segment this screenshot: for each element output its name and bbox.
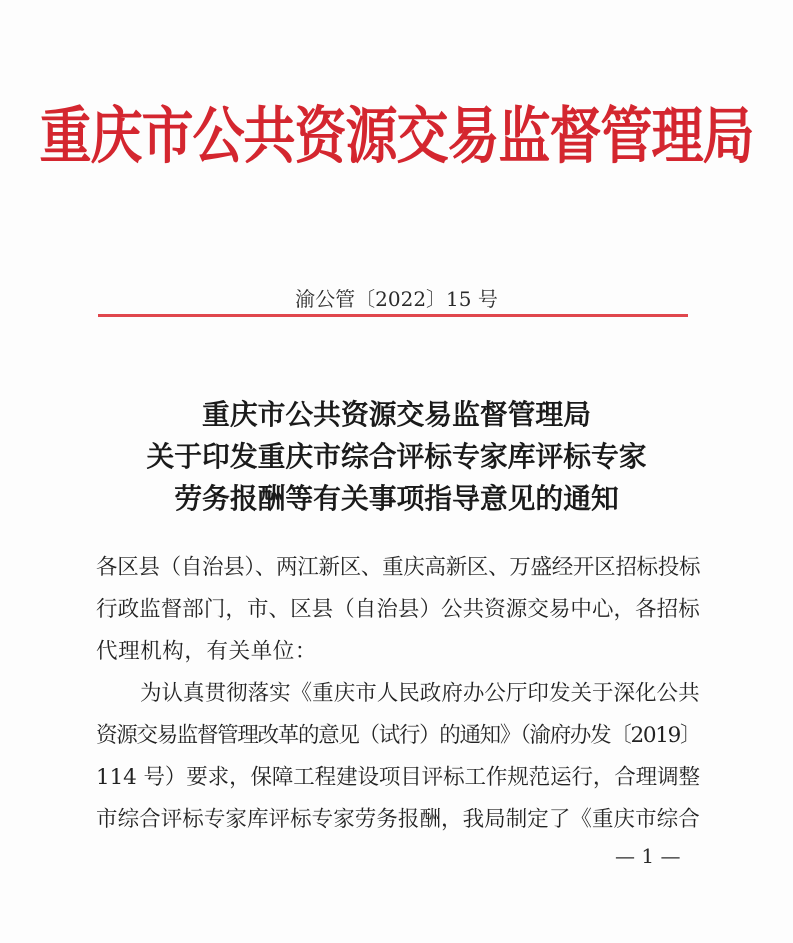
- body-line-5: 资源交易监督管理改革的意见（试行）的通知》（渝府办发〔2019〕: [96, 723, 701, 748]
- red-divider-line: [98, 314, 688, 317]
- title-line-3: 劳务报酬等有关事项指导意见的通知: [174, 482, 619, 515]
- title-line-1: 重庆市公共资源交易监督管理局: [202, 398, 591, 431]
- page-number-text: — 1 —: [615, 844, 681, 868]
- body-line-4: 为认真贯彻落实《重庆市人民政府办公厅印发关于深化公共: [140, 681, 700, 706]
- body-line-1: 各区县（自治县）、两江新区、重庆高新区、万盛经开区招标投标: [96, 555, 701, 580]
- body-line-3: 代理机构，有关单位：: [96, 639, 318, 664]
- body-line-6: 114 号）要求，保障工程建设项目评标工作规范运行，合理调整: [96, 765, 700, 790]
- agency-header: 重庆市公共资源交易监督管理局: [39, 101, 754, 173]
- body-line-7: 市综合评标专家库评标专家劳务报酬，我局制定了《重庆市综合: [96, 807, 700, 832]
- body-line-2: 行政监督部门，市、区县（自治县）公共资源交易中心，各招标: [96, 597, 700, 622]
- document-number: 渝公管〔2022〕15 号: [295, 287, 498, 311]
- title-line-2: 关于印发重庆市综合评标专家库评标专家: [146, 440, 647, 473]
